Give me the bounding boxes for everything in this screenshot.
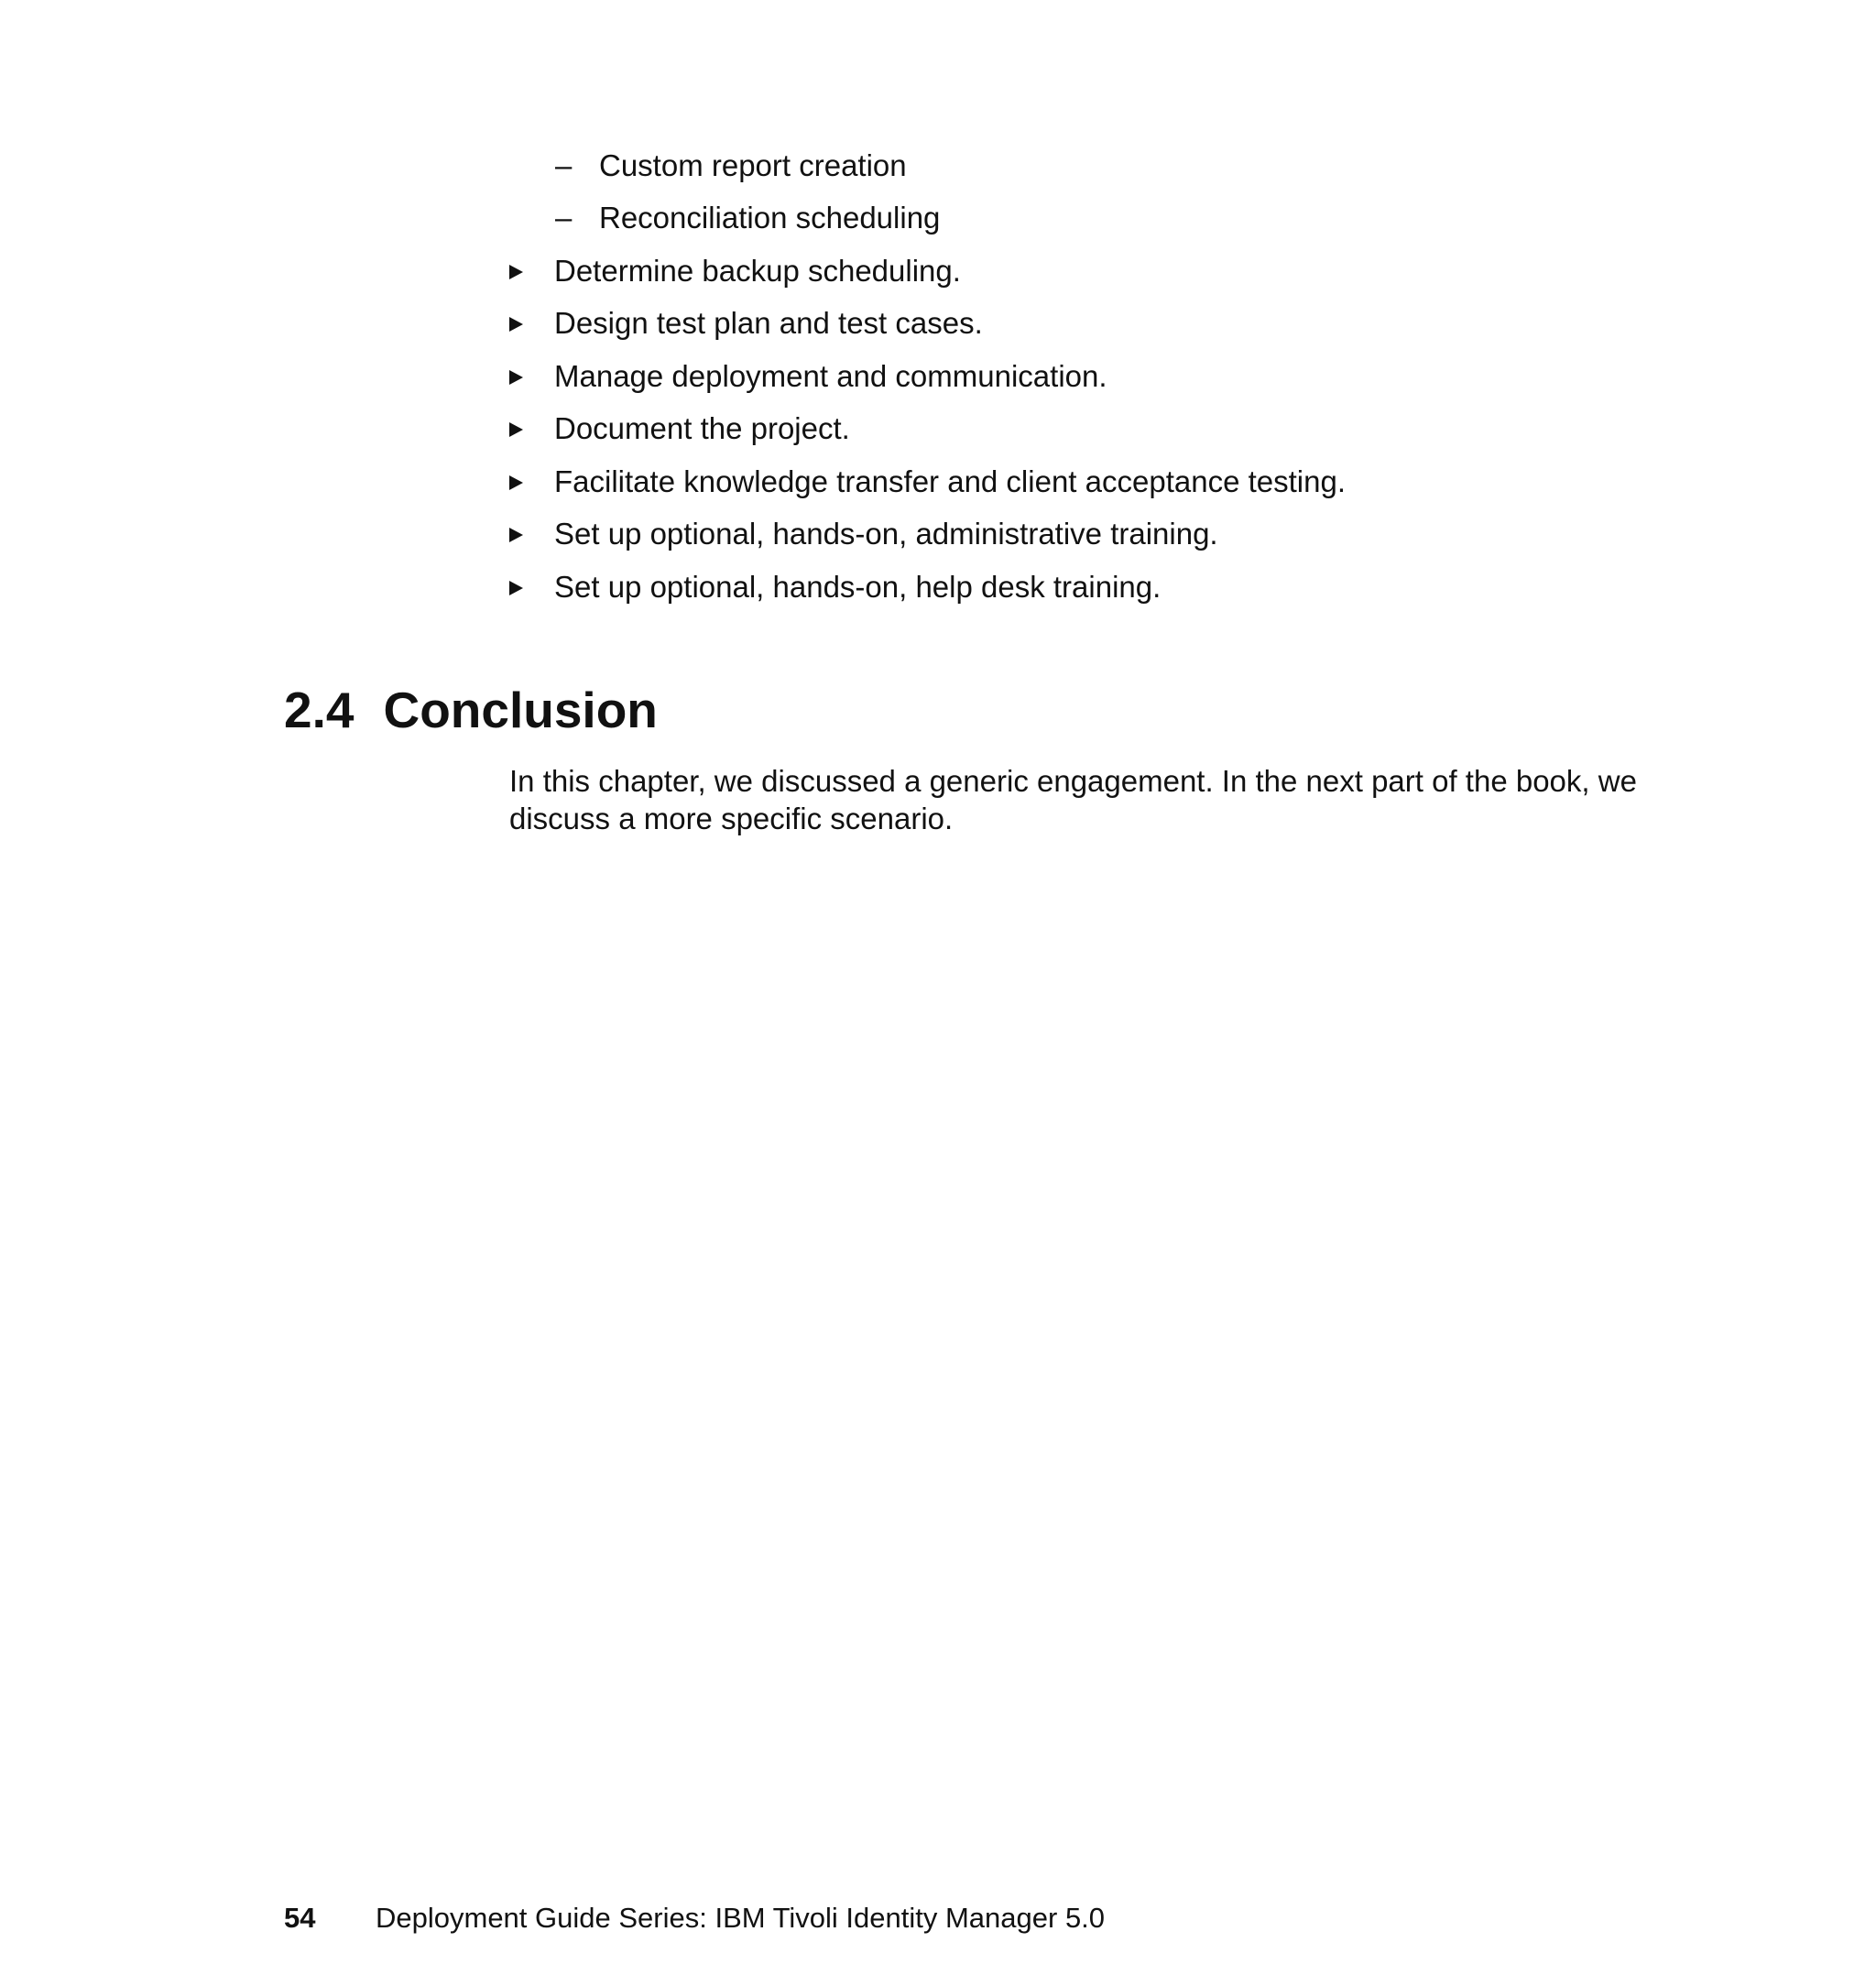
bullet-list-item-text: Design test plan and test cases. (554, 306, 983, 340)
page-footer (284, 1898, 1105, 1938)
dash-marker: – (555, 201, 573, 235)
triangle-bullet-icon (509, 564, 554, 610)
bullet-list-item-text: Set up optional, hands-on, administrative training. (554, 517, 1218, 551)
bullet-list-item (509, 406, 850, 452)
sub-list-item (555, 195, 940, 241)
bullet-list-item (509, 248, 961, 294)
dash-marker: – (555, 148, 573, 182)
triangle-bullet-icon (509, 248, 554, 294)
bullet-list-item (509, 459, 1346, 505)
sub-list-item (555, 143, 907, 189)
bullet-list-item (509, 300, 983, 346)
triangle-bullet-icon (509, 511, 554, 557)
bullet-list-item-text: Facilitate knowledge transfer and client acceptance testing. (554, 464, 1346, 498)
bullet-list-item-text: Determine backup scheduling. (554, 254, 961, 288)
triangle-bullet-icon (509, 300, 554, 346)
section-heading (284, 678, 658, 742)
triangle-bullet-icon (509, 459, 554, 505)
triangle-bullet-icon (509, 406, 554, 452)
page-number: 54 (284, 1902, 316, 1934)
bullet-list-item (509, 564, 1161, 610)
book-title: Deployment Guide Series: IBM Tivoli Identity Manager 5.0 (376, 1902, 1106, 1934)
triangle-bullet-icon (509, 354, 554, 399)
sub-list-item-text: Custom report creation (599, 148, 907, 182)
bullet-list-item-text: Document the project. (554, 411, 850, 445)
section-number: 2.4 (284, 682, 354, 738)
bullet-list-item-text: Set up optional, hands-on, help desk training. (554, 570, 1162, 604)
bullet-list-item (509, 511, 1218, 557)
bullet-list-item-text: Manage deployment and communication. (554, 359, 1107, 393)
bullet-list-item (509, 354, 1107, 399)
section-paragraph: In this chapter, we discussed a generic engagement. In the next part of the book, we discuss a more specific scenario. (509, 764, 1637, 835)
section-title: Conclusion (383, 682, 658, 738)
sub-list-item-text: Reconciliation scheduling (599, 201, 941, 235)
